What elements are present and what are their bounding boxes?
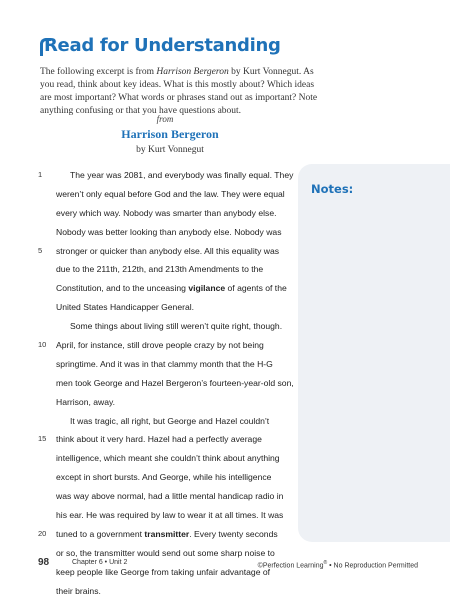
- line-text: April, for instance, still drove people crazy by not being: [56, 340, 264, 351]
- story-line: [38, 430, 298, 449]
- line-number: 10: [38, 340, 47, 350]
- line-text: keep people like George from taking unfair advantage of: [56, 566, 271, 577]
- copyright-post: • No Reproduction Permitted: [327, 562, 418, 570]
- line-text: except in short bursts. And George, while his intelligence: [56, 472, 272, 483]
- story-line: [38, 355, 298, 374]
- line-number: 15: [38, 434, 47, 444]
- registered-mark: ®: [323, 560, 328, 566]
- line-text-post: of agents of the: [225, 283, 287, 294]
- line-text: [56, 279, 287, 298]
- story-line: [38, 260, 298, 279]
- chapter-label: Chapter 6 • Unit 2: [72, 559, 128, 566]
- story-line: [38, 374, 298, 393]
- line-number: 5: [38, 245, 43, 255]
- page-title: Read for Understanding: [44, 35, 281, 56]
- line-text: intelligence, which meant she couldn’t think about anything: [56, 453, 280, 464]
- line-text: springtime. And it was in that clammy month that the H-G: [56, 358, 273, 369]
- story-line: [38, 393, 298, 412]
- story-line: [38, 525, 298, 544]
- line-text: stronger or quicker than anybody else. All this equality was: [56, 245, 280, 256]
- line-text: The year was 2081, and everybody was finally equal. They: [70, 170, 294, 180]
- notes-panel[interactable]: [298, 164, 450, 542]
- line-text: Nobody was better looking than anybody else. Nobody was: [56, 226, 282, 237]
- line-text: United States Handicapper General.: [56, 302, 195, 313]
- notes-label: Notes:: [311, 182, 354, 196]
- line-text: was way above normal, had a little mental handicap radio in: [56, 491, 284, 502]
- story-author: by Kurt Vonnegut: [136, 145, 204, 155]
- line-text: weren’t only equal before God and the law. They were equal: [56, 188, 285, 199]
- line-text: Some things about living still weren’t quite right, though.: [70, 321, 283, 332]
- story-line: [38, 166, 298, 185]
- story-text: [38, 166, 298, 600]
- story-line: [38, 279, 298, 298]
- line-text: Harrison, away.: [56, 396, 116, 407]
- line-text: every which way. Nobody was smarter than anybody else.: [56, 207, 277, 218]
- story-line: [38, 506, 298, 525]
- vocabulary-word: transmitter: [144, 528, 190, 539]
- line-text: due to the 211th, 212th, and 213th Amendments to the: [56, 264, 264, 275]
- line-text-pre: tuned to a government: [56, 528, 145, 539]
- line-text: It was tragic, all right, but George and Hazel couldn’t: [70, 415, 270, 426]
- intro-pre: The following excerpt is from: [40, 67, 157, 77]
- story-line: [38, 487, 298, 506]
- vocabulary-word: vigilance: [188, 283, 226, 294]
- story-line: [38, 317, 298, 336]
- story-line: [38, 449, 298, 468]
- line-number: 20: [38, 528, 47, 538]
- story-title: Harrison Bergeron: [121, 127, 219, 141]
- story-line: [38, 223, 298, 242]
- line-text: his ear. He was required by law to wear it at all times. It was: [56, 510, 284, 521]
- line-text-pre: Constitution, and to the unceasing: [56, 283, 189, 294]
- story-line: [38, 298, 298, 317]
- page-number: 98: [38, 557, 50, 568]
- intro-paragraph: [40, 66, 320, 118]
- story-line: [38, 412, 298, 431]
- page-footer: [38, 556, 418, 570]
- intro-post: by Kurt Vonnegut. As you read, think about key ideas. What is this mostly about? Which ideas are most important? What words or phrases stand out as important? Note anything confusing or that you have questions about.: [40, 67, 318, 116]
- story-line: [38, 336, 298, 355]
- copyright-notice: [258, 556, 418, 573]
- story-line: [38, 204, 298, 223]
- story-line: [38, 468, 298, 487]
- story-line: [38, 242, 298, 261]
- line-text: think about it very hard. Hazel had a perfectly average: [56, 434, 262, 445]
- story-line: [38, 582, 298, 601]
- intro-work-title: Harrison Bergeron: [156, 67, 229, 77]
- story-line: [38, 185, 298, 204]
- copyright-pre: ©Perfection Learning: [257, 562, 324, 570]
- line-text: [56, 525, 278, 544]
- line-text: men took George and Hazel Bergeron’s fourteen-year-old son,: [56, 377, 294, 388]
- line-text: or so, the transmitter would send out some sharp noise to: [56, 547, 275, 558]
- line-number: 1: [38, 170, 43, 179]
- line-text: their brains.: [56, 585, 101, 596]
- from-label: from: [156, 114, 174, 124]
- line-text-post: . Every twenty seconds: [189, 528, 278, 539]
